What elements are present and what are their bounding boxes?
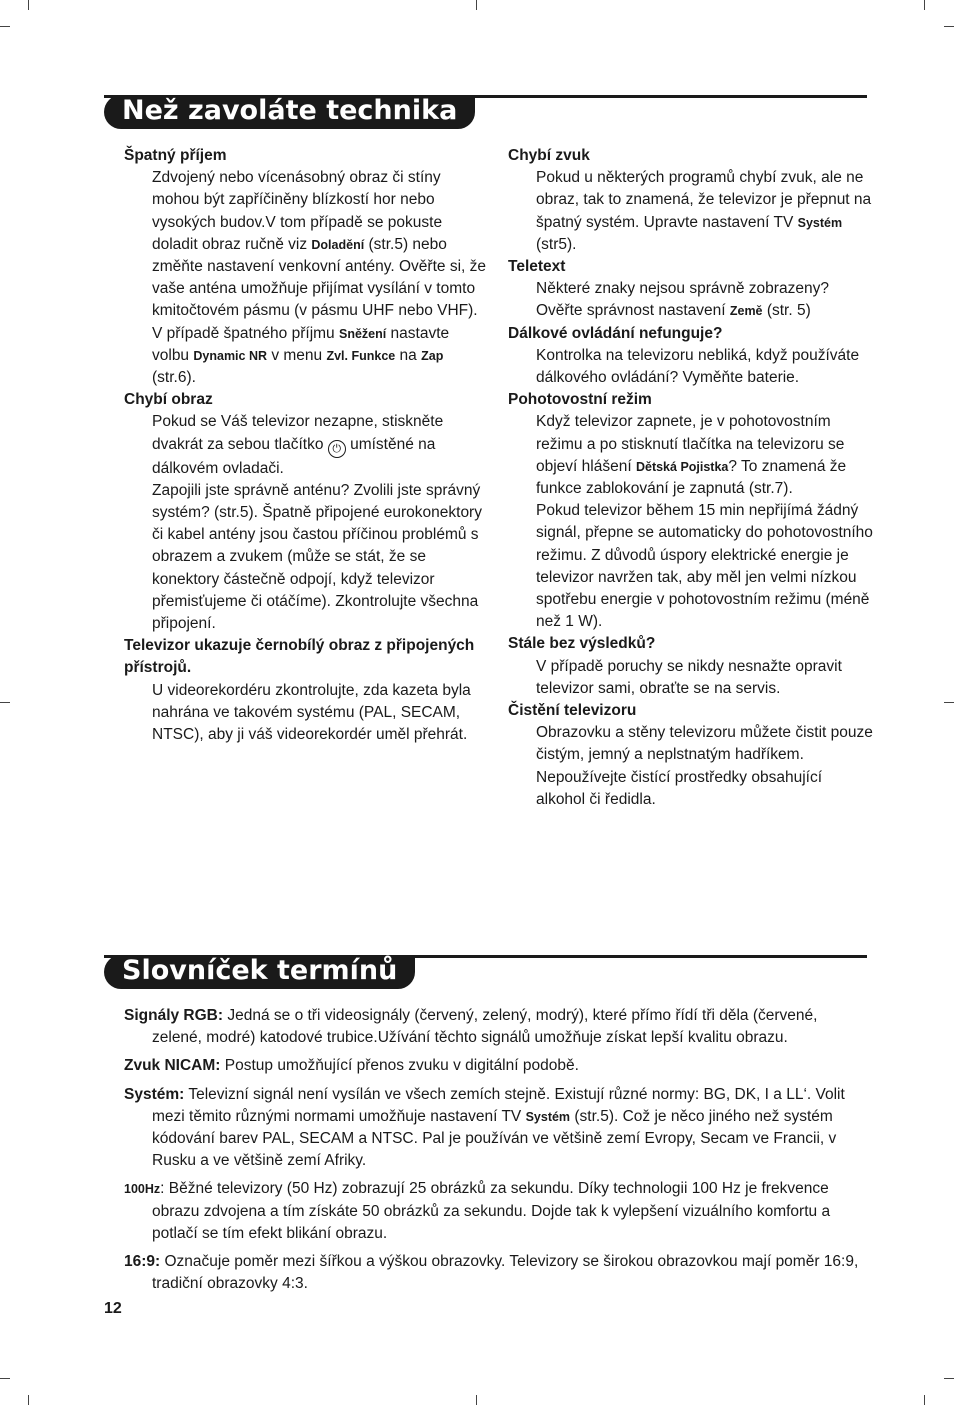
glossary-entry — [124, 1005, 864, 1049]
text-run: Kontrolka na televizoru nebliká, když používáte dálkového ovládání? Vyměňte baterie. — [536, 346, 860, 387]
topic-heading: Špatný příjem — [124, 147, 227, 164]
topic-heading: Televizor ukazuje černobílý obraz z připojených přístrojů. — [124, 637, 475, 677]
topic-paragraph — [124, 480, 489, 635]
section-glossary-header — [104, 955, 867, 989]
section-title: Než zavoláte technika — [104, 95, 475, 129]
text-run: v menu — [267, 346, 327, 364]
text-run: Jedná se o tři videosignály (červený, zelený, modrý), které přímo řídí tři děla (červené, zelené, modré) katodové trubice.Užívání těchto signálů umožňuje získat lepší kvalitu obrazu. — [152, 1007, 818, 1047]
menu-term: Zvl. Funkce — [326, 348, 396, 363]
topic-heading: Pohotovostní režim — [508, 391, 652, 409]
topic-heading: Teletext — [508, 258, 566, 276]
topic-paragraph — [124, 411, 489, 479]
glossary-term: Systém: — [124, 1085, 185, 1103]
glossary-term: 16:9: — [124, 1253, 161, 1271]
menu-term: Systém — [797, 215, 843, 230]
menu-term: Doladění — [311, 237, 365, 252]
glossary-term: 100Hz — [124, 1182, 161, 1197]
text-run: nastavte volbu — [152, 324, 450, 364]
glossary-entry — [124, 1251, 864, 1295]
crop-mark — [944, 1378, 954, 1379]
text-run: Postup umožňující přenos zvuku v digitální podobě. — [220, 1057, 579, 1075]
troubleshooting-right-column — [508, 145, 873, 811]
topic-paragraph — [124, 323, 489, 390]
crop-mark — [944, 702, 954, 703]
crop-mark — [28, 0, 29, 10]
page-number: 12 — [104, 1300, 122, 1317]
topic-paragraph — [508, 345, 873, 389]
topic-heading: Chybí obraz — [124, 391, 213, 409]
menu-term: Sněžení — [338, 326, 387, 341]
topic-paragraph — [508, 500, 873, 633]
text-run: Označuje poměr mezi šířkou a výškou obrazovky. Televizory se širokou obrazovkou mají poměr 16:9, tradiční obrazovky 4:3. — [152, 1253, 859, 1293]
crop-mark — [0, 1378, 10, 1379]
glossary-entry — [124, 1055, 864, 1077]
text-run: V případě špatného příjmu — [152, 324, 339, 342]
troubleshooting-left-column — [124, 145, 489, 746]
text-run: Pokud se Váš televizor nezapne, stiskněte dvakrát za sebou tlačítko — [152, 413, 444, 453]
topic-paragraph — [124, 680, 489, 747]
menu-term: Zap — [421, 348, 444, 363]
text-run: (str5). — [536, 235, 577, 253]
section-title: Slovníček termínů — [104, 955, 415, 989]
menu-term: Systém — [525, 1109, 571, 1124]
crop-mark — [476, 1395, 477, 1405]
section-troubleshooting-header — [104, 95, 867, 129]
text-run: umístěné na dálkovém ovladači. — [152, 435, 436, 477]
text-run: Pokud televizor během 15 min nepřijímá žádný signál, přepne se automaticky do pohotovostního režimu. Z důvodů úspory elektrické energie je televizor navržen tak, aby měl jen velmi nízkou spotřebu energie v pohotovostním režimu (méně než 1 W). — [536, 502, 873, 631]
text-run: Některé znaky nejsou správně zobrazeny? Ověřte správnost nastavení — [536, 280, 829, 320]
text-run: (str.6). — [152, 369, 196, 387]
menu-term: Země — [729, 304, 763, 319]
crop-mark — [476, 0, 477, 10]
crop-mark — [28, 1395, 29, 1405]
text-run: Zapojili jste správně anténu? Zvolili jste správný systém? (str.5). Špatně připojené eurokonektory či kabel antény jsou častou příčinou problémů s obrazem a zvukem (může se stát, že se konektory částečně odpojí, když televizor přemisťujeme či otáčíme). Zkontrolujte všechna připojení. — [152, 481, 482, 633]
power-icon: ⏻ — [328, 440, 346, 458]
glossary-term: Signály RGB: — [124, 1007, 224, 1024]
menu-term: Dětská Pojistka — [635, 459, 729, 474]
text-run: Pokud u některých programů chybí zvuk, ale ne obraz, tak to znamená, že televizor je přepnut na špatný systém. Upravte nastavení TV — [536, 169, 872, 231]
topic-paragraph — [508, 167, 873, 256]
text-run: (str.5). Což je něco jiného než systém kódování barev PAL, SECAM a NTSC. Pal je používán ve většině zemí Evropy, Secam ve Francii, v Rusku a ve většině zemí Afriky. — [152, 1107, 837, 1170]
topic-paragraph — [508, 411, 873, 500]
text-run: (str. 5) — [762, 302, 811, 320]
text-run: Zdvojený nebo vícenásobný obraz či stíny mohou být zapříčiněny blízkostí hor nebo vysokých budov.V tom případě se pokuste doladit obraz ručně viz — [152, 169, 443, 253]
text-run: Když televizor zapnete, je v pohotovostním režimu a po stisknutí tlačítka na televizoru se objeví hlášení — [536, 413, 845, 475]
topic-paragraph — [508, 278, 873, 322]
crop-mark — [924, 0, 925, 10]
topic-paragraph — [124, 167, 489, 322]
crop-mark — [924, 1395, 925, 1405]
topic-heading: Chybí zvuk — [508, 147, 590, 164]
glossary-list — [124, 1005, 864, 1301]
topic-heading: Čistění televizoru — [508, 702, 637, 720]
crop-mark — [0, 26, 10, 27]
text-run: : Běžné televizory (50 Hz) zobrazují 25 obrázků za sekundu. Díky technologii 100 Hz je frekvence obrazu zdvojena a tím získáte 50 obrázků za sekundu. Dojde tak k vylepšení vizuálního komfortu a potlačí se tím efekt blikání obrazu. — [152, 1180, 831, 1242]
topic-paragraph — [508, 656, 873, 700]
text-run: Televizní signál není vysílán ve všech zemích stejně. Existují různé normy: BG, DK, I a LL‘. Volit mezi těmito různými normami umožňuje nastavení TV — [152, 1085, 845, 1125]
text-run: na — [395, 346, 422, 364]
text-run: U videorekordéru zkontrolujte, zda kazeta byla nahrána ve takovém systému (PAL, SECAM, NTSC), aby ji váš videorekordér uměl přehrát. — [152, 681, 471, 744]
glossary-entry — [124, 1084, 864, 1173]
topic-paragraph — [508, 722, 873, 811]
glossary-term: Zvuk NICAM: — [124, 1057, 221, 1075]
glossary-entry — [124, 1178, 864, 1245]
topic-heading: Stále bez výsledků? — [508, 635, 656, 653]
text-run: Obrazovku a stěny televizoru můžete čistit pouze čistým, jemný a neplstnatým hadříkem. Nepoužívejte čistící prostředky obsahující alkohol či ředidla. — [536, 724, 873, 808]
crop-mark — [944, 26, 954, 27]
topic-heading: Dálkové ovládání nefunguje? — [508, 324, 723, 342]
text-run: V případě poruchy se nikdy nesnažte opravit televizor sami, obraťte se na servis. — [536, 657, 842, 697]
text-run: ? To znamená že funkce zablokování je zapnutá (str.7). — [536, 457, 847, 498]
text-run: (str.5) nebo změňte nastavení venkovní antény. Ověřte si, že vaše anténa umožňuje přijímat vysílání v tomto kmitočtovém pásmu (v pásmu UHF nebo VHF). — [152, 235, 486, 320]
menu-term: Dynamic NR — [193, 348, 268, 363]
crop-mark — [0, 702, 10, 703]
